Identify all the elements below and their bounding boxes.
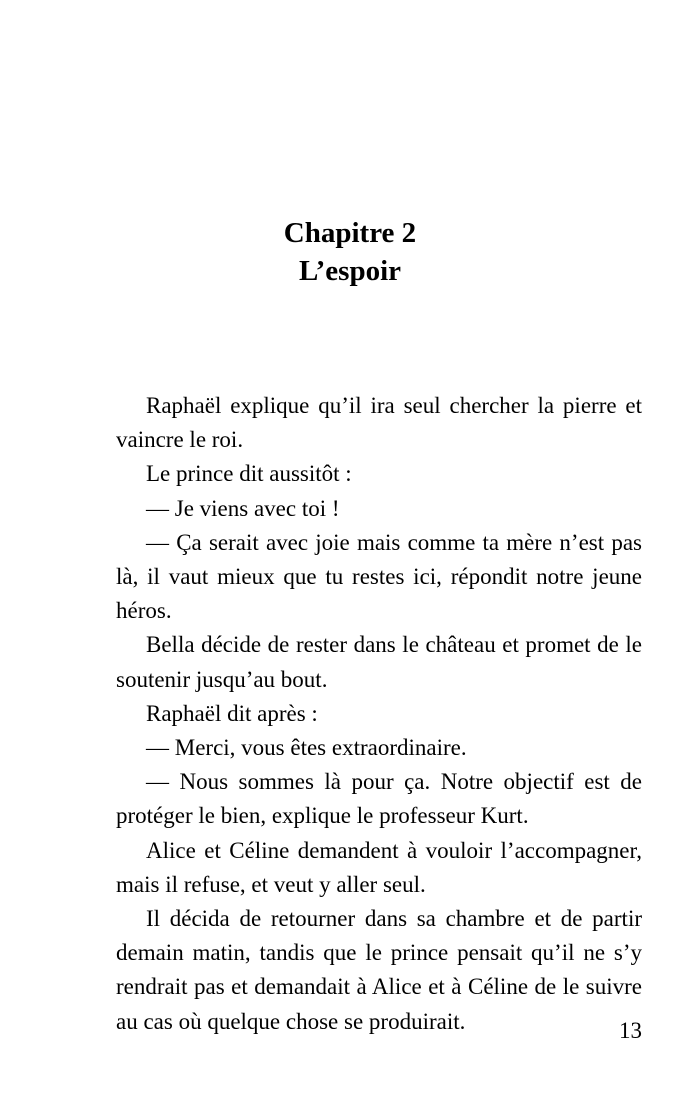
dialogue-line: — Merci, vous êtes extraordinaire. bbox=[146, 735, 467, 761]
paragraph: Le prince dit aussitôt : bbox=[146, 461, 352, 487]
paragraph: Alice et Céline demandent à vouloir l’accompagner, mais il refuse, et veut y aller seul. bbox=[116, 837, 642, 897]
dialogue-line: — Nous sommes là pour ça. Notre objectif est de protéger le bien, explique le professeur Kurt. bbox=[116, 769, 642, 829]
paragraph: Il décida de retourner dans sa chambre et de partir demain matin, tandis que le prince pensait qu’il ne s’y rendrait pas et demandait à Alice et à Céline de le suivre au cas où quelque chose se produirait. bbox=[116, 906, 642, 1034]
chapter-title: L’espoir bbox=[298, 255, 402, 287]
chapter-number: Chapitre 2 bbox=[283, 217, 417, 249]
chapter-body bbox=[116, 389, 642, 1039]
dialogue-line: — Je viens avec toi ! bbox=[146, 495, 340, 521]
dialogue-line: — Ça serait avec joie mais comme ta mère n’est pas là, il vaut mieux que tu restes ici, répondit notre jeune héros. bbox=[116, 529, 642, 624]
chapter-heading bbox=[0, 214, 700, 290]
page-number: 13 bbox=[619, 1018, 642, 1043]
paragraph: Raphaël explique qu’il ira seul chercher la pierre et vaincre le roi. bbox=[116, 393, 642, 453]
paragraph: Raphaël dit après : bbox=[146, 700, 318, 726]
paragraph: Bella décide de rester dans le château et promet de le soutenir jusqu’au bout. bbox=[116, 632, 642, 692]
